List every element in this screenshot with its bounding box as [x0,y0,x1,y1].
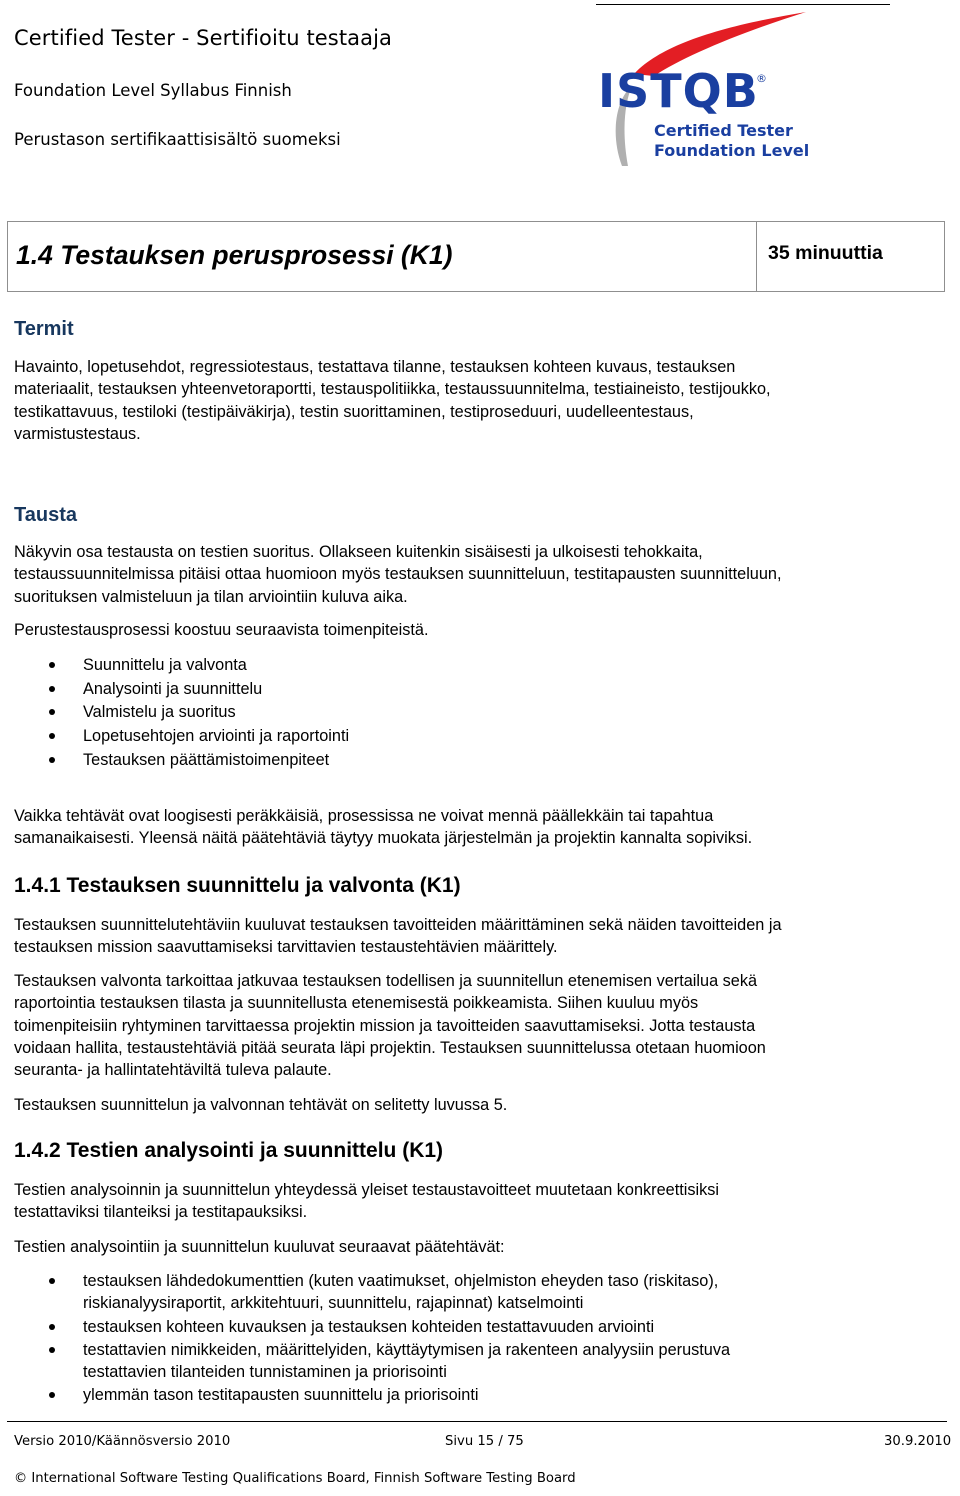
background-paragraph [14,541,934,608]
background-heading: Tausta [14,504,77,526]
footer-page-number: Sivu 15 / 75 [445,1434,524,1449]
bullet-icon [49,1347,55,1353]
list-item-text: testauksen lähdedokumenttien (kuten vaatimukset, ohjelmiston eheyden taso (riskitaso), [83,1272,719,1290]
paragraph-line: raportointia testauksen tilasta ja suunnitellusta etenemisestä poikkeamista. Siihen kuuluu myös [14,994,699,1013]
overlap-paragraph [14,805,934,850]
subsection-heading-1-4-1: 1.4.1 Testauksen suunnittelu ja valvonta (K1) [14,874,461,897]
section-heading: 1.4 Testauksen perusprosessi (K1) [16,240,453,270]
paragraph-line: testattaviksi tilanteiksi ja testitapauksiksi. [14,1203,308,1222]
planning-paragraph [14,914,934,959]
subsection-heading-1-4-2: 1.4.2 Testien analysointi ja suunnittelu (K1) [14,1139,444,1162]
paragraph-line: Vaikka tehtävät ovat loogisesti peräkkäisiä, prosessissa ne voivat mennä päällekkäin tai tapahtua [14,807,714,825]
paragraph-line: Näkyvin osa testausta on testien suoritus. Ollakseen kuitenkin sisäisesti ja ulkoisesti tehokkaita, [14,543,703,561]
list-item [0,725,940,749]
paragraph-line: testaussuunnitelmissa pitäisi ottaa huomioon myös testauksen suunnitteluun, testitapausten suunnitteluun, [14,565,782,584]
list-item-text: Analysointi ja suunnittelu [83,679,263,698]
footer-rule [7,1421,947,1422]
paragraph-line: Testien analysoinnin ja suunnittelun yhteydessä yleiset testaustavoitteet muutetaan konkreettisiksi [14,1181,720,1199]
header-subtitle-finnish: Perustason sertifikaattisisältö suomeksi [14,130,341,149]
logo-tagline-foundation: Foundation Level [654,141,810,160]
bullet-icon [49,686,55,692]
terms-line: varmistustestaus. [14,424,141,443]
list-item-text: Testauksen päättämistoimenpiteet [83,750,330,769]
bullet-icon [49,733,55,739]
terms-paragraph [14,356,934,445]
control-paragraph [14,970,934,1081]
header-title: Certified Tester - Sertifioitu testaaja [14,26,393,50]
bullet-icon [49,757,55,763]
paragraph-line: Testauksen valvonta tarkoittaa jatkuvaa testauksen todellisen ja suunnitellun etenemisen vertailua sekä [14,972,758,990]
process-steps-list [0,654,940,772]
terms-heading: Termit [14,318,74,340]
list-item [0,1384,940,1406]
terms-line: materiaalit, testauksen yhteenvetoraportti, testauspolitiikka, testaussuunnitelma, testiaineisto, testijoukko, [14,380,771,399]
logo-registered-mark: ® [756,72,767,85]
footer-date: 30.9.2010 [884,1434,952,1449]
paragraph-line: testauksen mission saavuttamiseksi tarvittavien testaustehtävien määrittely. [14,938,558,957]
paragraph-line: Testauksen suunnittelun ja valvonnan tehtävät on selitetty luvussa 5. [14,1096,508,1114]
bullet-icon [49,709,55,715]
list-item-text: riskianalyysiraportit, arkkitehtuuri, suunnittelu, rajapinnat) katselmointi [83,1294,584,1313]
paragraph-line: Testien analysointiin ja suunnittelun kuuluvat seuraavat päätehtävät: [14,1238,505,1256]
bullet-icon [49,1278,55,1284]
list-item-text: Suunnittelu ja valvonta [83,656,247,674]
chapter-reference [14,1094,934,1116]
list-item [0,701,940,725]
paragraph-line: Perustestausprosessi koostuu seuraavista toimenpiteistä. [14,621,429,639]
bullet-icon [49,1392,55,1398]
list-item-text: testattavien tilanteiden tunnistaminen ja priorisointi [83,1363,447,1382]
list-item [0,654,940,678]
section-duration: 35 minuuttia [768,242,883,264]
logo-tagline-certified: Certified Tester [654,121,793,140]
logo-wordmark: ISTQB [598,64,759,118]
paragraph-line: seuranta- ja hallintatehtäviltä tuleva palaute. [14,1061,332,1080]
list-item [0,749,940,773]
list-item [0,1270,940,1315]
paragraph-line: suorituksen valmisteluun ja tilan arviointiin kuluva aika. [14,587,408,606]
list-item-text: testauksen kohteen kuvauksen ja testauksen kohteiden testattavuuden arviointi [83,1317,655,1336]
terms-line: testikattavuus, testiloki (testipäiväkirja), testin suorittaminen, testiproseduuri, uudelleentestaus, [14,402,694,421]
footer-version: Versio 2010/Käännösversio 2010 [14,1434,231,1449]
istqb-logo [592,4,892,170]
section-title-box [7,221,945,292]
footer-copyright: © International Software Testing Qualifications Board, Finnish Software Testing Board [14,1471,576,1486]
list-item [0,678,940,702]
bullet-icon [49,1324,55,1330]
section-box-divider [756,222,757,291]
terms-line: Havainto, lopetusehdot, regressiotestaus, testattava tilanne, testauksen kohteen kuvaus, testauksen [14,358,736,376]
paragraph-line: toimenpiteisiin ryhtyminen tarvittaessa projektin mission ja tavoitteiden saavuttamiseksi. Jotta testausta [14,1016,756,1035]
process-intro [14,619,934,641]
bullet-icon [49,662,55,668]
header-subtitle: Foundation Level Syllabus Finnish [14,81,292,100]
analysis-tasks-list [0,1270,940,1407]
list-item-text: testattavien nimikkeiden, määrittelyiden, käyttäytymisen ja rakenteen analyysiin perustuva [83,1340,731,1359]
list-item-text: Valmistelu ja suoritus [83,703,236,722]
list-item [0,1339,940,1384]
paragraph-line: voidaan hallita, testaustehtäviä pitää seurata läpi projektin. Testauksen suunnittelussa otetaan huomioon [14,1038,766,1057]
list-item-text: ylemmän tason testitapausten suunnittelu ja priorisointi [83,1386,479,1405]
paragraph-line: samanaikaisesti. Yleensä näitä päätehtäviä täytyy muokata järjestelmän ja projektin kannalta sopiviksi. [14,829,753,848]
list-item-text: Lopetusehtojen arviointi ja raportointi [83,727,350,746]
analysis-paragraph [14,1179,934,1224]
analysis-intro [14,1236,934,1258]
paragraph-line: Testauksen suunnittelutehtäviin kuuluvat testauksen tavoitteiden määrittäminen sekä näiden tavoitteiden ja [14,916,782,934]
list-item [0,1316,940,1338]
